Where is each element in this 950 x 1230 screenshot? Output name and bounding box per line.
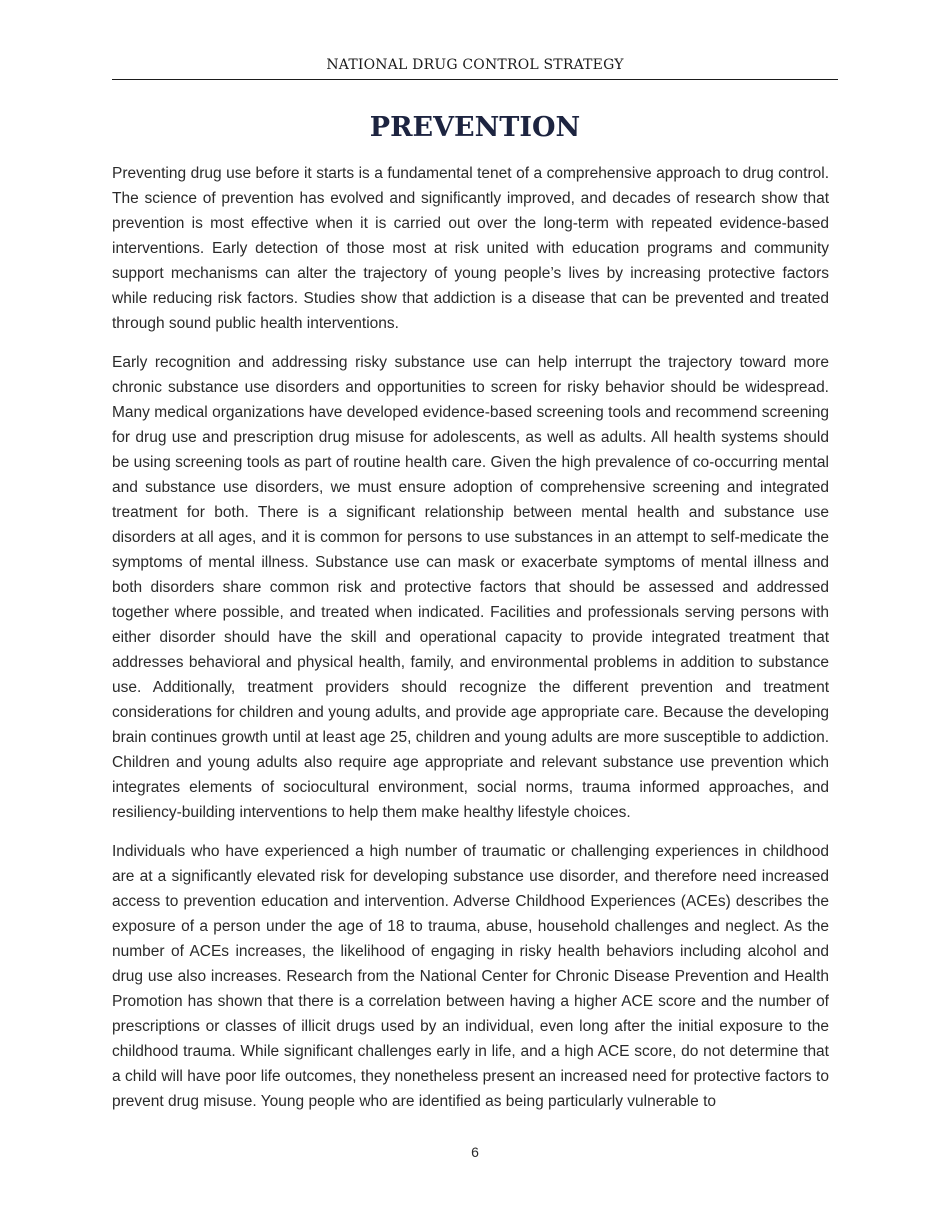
section-title: PREVENTION (369, 112, 581, 143)
paragraph-1: Preventing drug use before it starts is a fundamental tenet of a comprehensive approach to drug control. The science of prevention has evolved and significantly improved, and decades of research show that prevention is most effective when it is carried out over the long-term with repeated evidence-based interventions. Early detection of those most at risk united with education programs and community support mechanisms can alter the trajectory of young people’s lives by increasing protective factors while reducing risk factors. Studies show that addiction is a disease that can be prevented and treated through sound public health interventions. (112, 165, 829, 332)
page-number: 6 (471, 1144, 479, 1160)
header-rule (112, 79, 838, 80)
running-header: NATIONAL DRUG CONTROL STRATEGY (326, 57, 624, 73)
paragraph-2: Early recognition and addressing risky substance use can help interrupt the trajectory toward more chronic substance use disorders and opportunities to screen for risky behavior should be widespread. Many medical organizations have developed evidence-based screening tools and recommend screening for drug use and prescription drug misuse for adolescents, as well as adults. All health systems should be using screening tools as part of routine health care. Given the high prevalence of co-occurring mental and substance use disorders, we must ensure adoption of comprehensive screening and integrated treatment for both. There is a significant relationship between mental health and substance use disorders at all ages, and it is common for persons to use substances in an attempt to self-medicate the symptoms of mental illness. Substance use can mask or exacerbate symptoms of mental illness and both disorders share common risk and protective factors that should be assessed and addressed together where possible, and treated when indicated. Facilities and professionals serving persons with either disorder should have the skill and operational capacity to provide integrated treatment that addresses behavioral and physical health, family, and environmental problems in addition to substance use. Additionally, treatment providers should recognize the different prevention and treatment considerations for children and young adults, and provide age appropriate care. Because the developing brain continues growth until at least age 25, children and young adults are more susceptible to addiction. Children and young adults also require age appropriate and relevant substance use prevention which integrates elements of sociocultural environment, social norms, trauma informed approaches, and resiliency-building interventions to help them make healthy lifestyle choices. (112, 354, 829, 821)
paragraph-3: Individuals who have experienced a high number of traumatic or challenging experiences in childhood are at a significantly elevated risk for developing substance use disorder, and therefore need increased access to prevention education and intervention. Adverse Childhood Experiences (ACEs) describes the exposure of a person under the age of 18 to trauma, abuse, household challenges and neglect. As the number of ACEs increases, the likelihood of engaging in risky health behaviors including alcohol and drug use also increases. Research from the National Center for Chronic Disease Prevention and Health Promotion has shown that there is a correlation between having a higher ACE score and the number of prescriptions or classes of illicit drugs used by an individual, even long after the initial exposure to the childhood trauma. While significant challenges early in life, and a high ACE score, do not determine that a child will have poor life outcomes, they nonetheless present an increased need for protective factors to prevent drug misuse. Young people who are identified as being particularly vulnerable to (112, 843, 829, 1110)
body-text (112, 161, 829, 1128)
